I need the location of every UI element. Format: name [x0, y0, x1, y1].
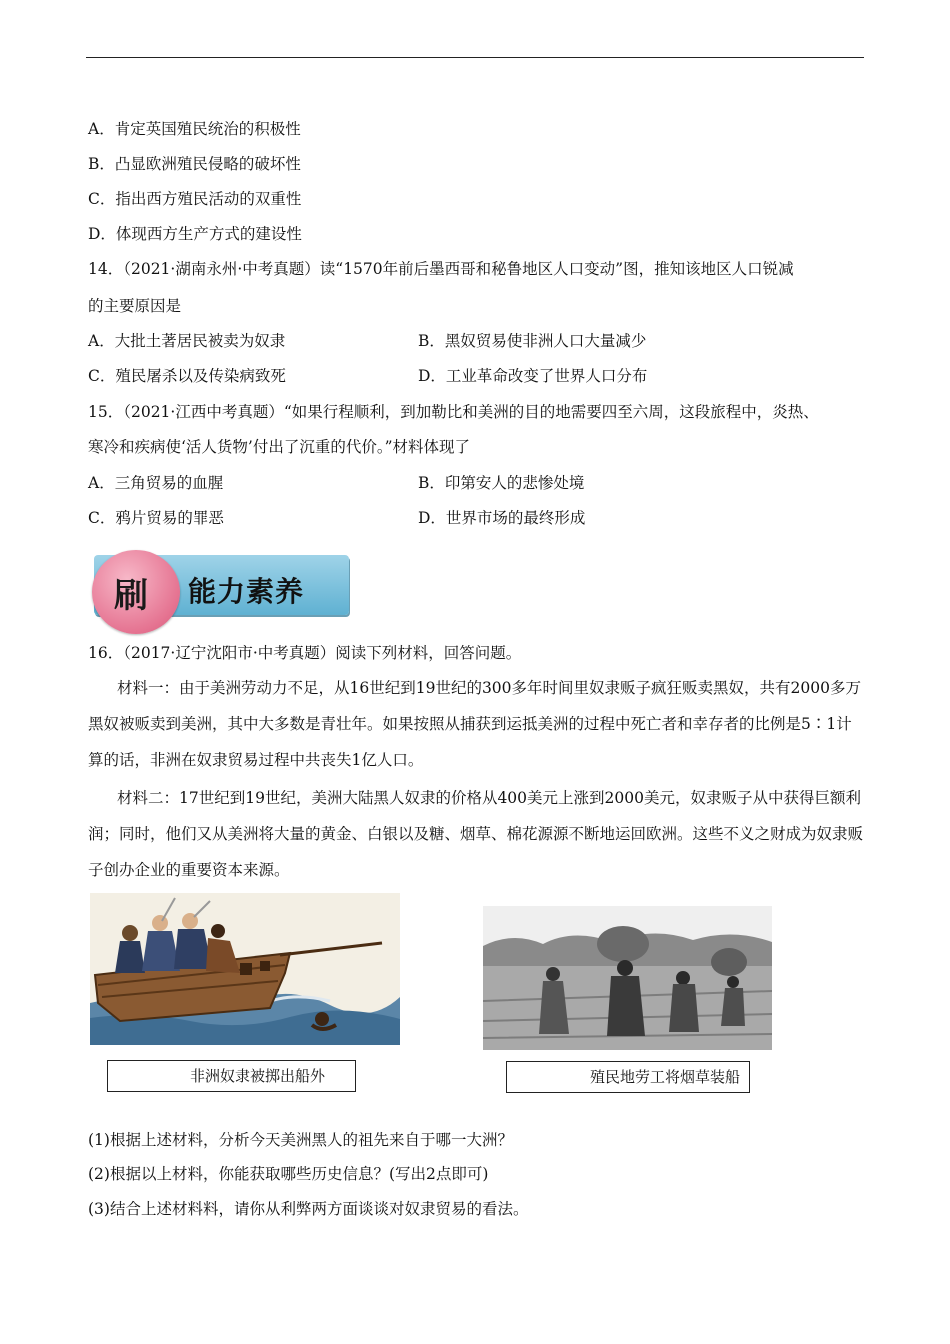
q13-option-b: B．凸显欧洲殖民侵略的破坏性	[88, 155, 301, 173]
q16-material2	[88, 780, 863, 888]
q14-stem-line1: 14．（2021·湖南永州·中考真题）读“1570年前后墨西哥和秘鲁地区人口变动”图，推知该地区人口锐减	[88, 260, 794, 278]
q14-stem-line2: 的主要原因是	[88, 297, 182, 315]
q14-option-a: A．大批土著居民被卖为奴隶	[88, 332, 286, 350]
q16-material2-text: 材料二：17世纪到19世纪，美洲大陆黑人奴隶的价格从400美元上涨到2000美元，奴隶贩子从中获得巨额利润；同时，他们又从美洲将大量的黄金、白银以及糖、烟草、棉花源源不断地运回欧洲。这些不义之财成为奴隶贩子创办企业的重要资本来源。	[88, 789, 864, 879]
section-badge-char: 刷	[114, 576, 148, 616]
q14-option-c: C．殖民屠杀以及传染病致死	[88, 367, 286, 385]
q13-option-a: A．肯定英国殖民统治的积极性	[88, 120, 301, 138]
q14-option-d: D．工业革命改变了世界人口分布	[418, 367, 648, 385]
slave-ship-illustration	[90, 893, 400, 1045]
q15-stem-line2: 寒冷和疾病使‘活人货物’付出了沉重的代价。”材料体现了	[88, 438, 471, 456]
caption-right-box	[506, 1061, 750, 1093]
caption-right-text: 殖民地劳工将烟草装船	[590, 1068, 741, 1086]
q15-option-d: D．世界市场的最终形成	[418, 509, 586, 527]
q13-option-c: C．指出西方殖民活动的双重性	[88, 190, 302, 208]
section-title: 能力素养	[188, 575, 305, 608]
caption-left-text: 非洲奴隶被掷出船外	[190, 1067, 326, 1085]
header-rule	[86, 57, 864, 58]
q16-material1	[88, 670, 863, 778]
slave-ship-drawing	[90, 893, 400, 1045]
q15-option-b: B．印第安人的悲惨处境	[418, 474, 585, 492]
q15-option-a: A．三角贸易的血腥	[88, 474, 224, 492]
q16-material1-text: 材料一：由于美洲劳动力不足，从16世纪到19世纪的300多年时间里奴隶贩子疯狂贩卖黑奴，共有2000多万黑奴被贩卖到美洲，其中大多数是青壮年。如果按照从捕获到运抵美洲的过程中死亡者和幸存者的比例是5∶1计算的话，非洲在奴隶贸易过程中共丧失1亿人口。	[88, 679, 861, 769]
q13-option-d: D．体现西方生产方式的建设性	[88, 225, 302, 243]
q16-stem: 16．（2017·辽宁沈阳市·中考真题）阅读下列材料，回答问题。	[88, 644, 522, 662]
q16-subquestion-1: (1)根据上述材料，分析今天美洲黑人的祖先来自于哪一大洲？	[88, 1131, 513, 1149]
q15-option-c: C．鸦片贸易的罪恶	[88, 509, 224, 527]
q14-option-b: B．黑奴贸易使非洲人口大量减少	[418, 332, 647, 350]
tobacco-labor-illustration	[483, 906, 772, 1050]
section-banner	[92, 550, 350, 620]
caption-left-box	[107, 1060, 356, 1092]
section-badge-circle	[92, 550, 180, 634]
q16-subquestion-3: (3)结合上述材料料，请你从利弊两方面谈谈对奴隶贸易的看法。	[88, 1200, 529, 1218]
tobacco-labor-drawing	[483, 906, 772, 1050]
q16-subquestion-2: (2)根据以上材料，你能获取哪些历史信息？(写出2点即可)	[88, 1165, 489, 1183]
q15-stem-line1: 15．（2021·江西中考真题）“如果行程顺利，到加勒比和美洲的目的地需要四至六周，这段旅程中，炎热、	[88, 403, 819, 421]
